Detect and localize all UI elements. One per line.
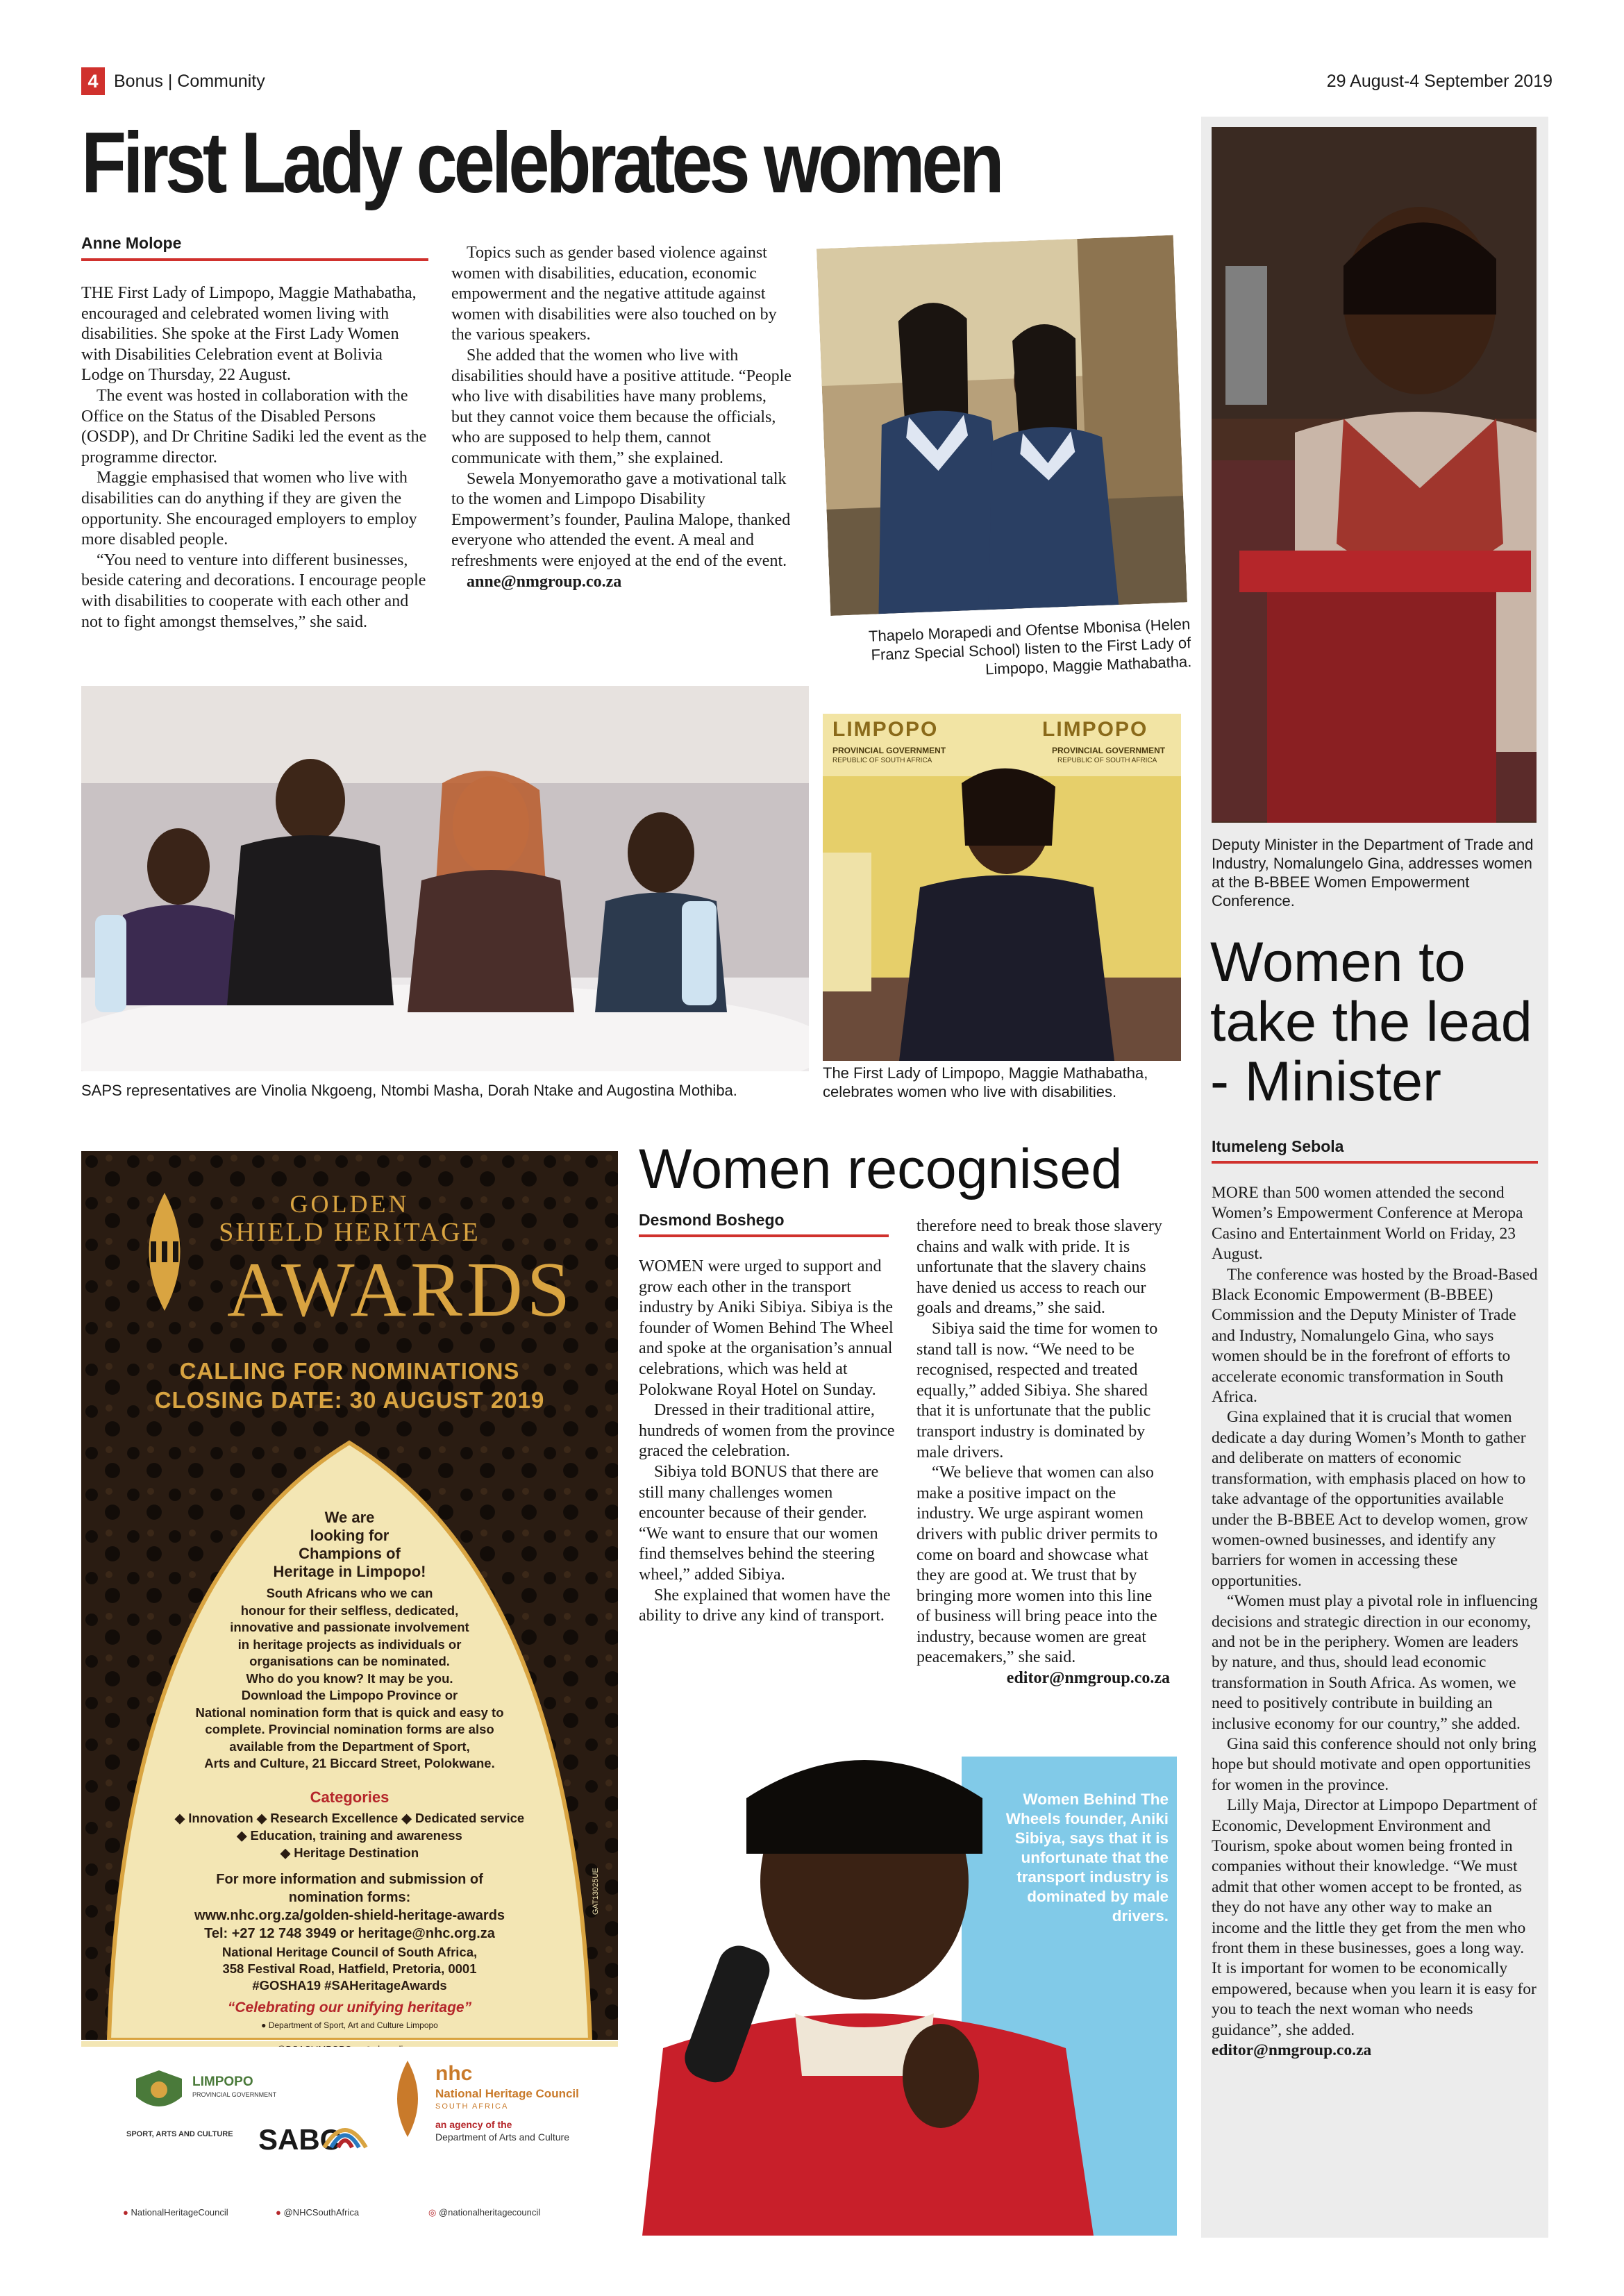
author-email: editor@nmgroup.co.za bbox=[1212, 2041, 1372, 2060]
byline-rule bbox=[639, 1234, 889, 1237]
ad-heritage-limpopo: Heritage in Limpopo! bbox=[273, 1563, 426, 1580]
ad-nhc: nhc bbox=[435, 2062, 473, 2085]
schoolgirls-photo-frame bbox=[814, 233, 1203, 691]
caption-first-lady: The First Lady of Limpopo, Maggie Mathabatha, celebrates women who live with disabilities. bbox=[823, 1064, 1148, 1100]
deputy-minister-photo bbox=[1212, 127, 1537, 823]
paragraph: “Women must play a pivotal role in influencing decisions and strategic direction in our economy, and not be in the periphery. Women are leaders by nature, and thus, should lead economic transformation in South Africa. As women, we need to positively contribute in building an inclusive economy for our country,” she added. bbox=[1212, 1592, 1538, 1733]
ad-dept-social: Department of Sport, Art and Culture Limpopo bbox=[268, 2020, 438, 2030]
lead-headline-line2: take the lead bbox=[1210, 991, 1532, 1053]
ad-calling: CALLING FOR NOMINATIONS bbox=[179, 1358, 520, 1384]
sabc-arc-icon bbox=[321, 2109, 369, 2151]
ad-champions: Champions of bbox=[299, 1545, 401, 1562]
ad-body-line: complete. Provincial nomination forms are also bbox=[205, 1722, 494, 1736]
ad-social-2: @NHCSouthAfrica bbox=[283, 2207, 360, 2218]
lead-article-body bbox=[1212, 1183, 1538, 2061]
lead-headline-line3: - Minister bbox=[1210, 1050, 1442, 1113]
ad-social-twitter bbox=[276, 2197, 359, 2229]
lead-headline-line1: Women to bbox=[1210, 931, 1466, 994]
paragraph: The event was hosted in collaboration with the Office on the Status of the Disabled Persons (OSDP), and Dr Chritine Sadiki led the event as the programme director. bbox=[81, 386, 427, 467]
byline-rule bbox=[1212, 1161, 1538, 1164]
paragraph: Maggie emphasised that women who live with disabilities can do anything if they are given the opportunity. She encouraged employers to employ more disabled people. bbox=[81, 469, 417, 549]
ad-body-line: Download the Limpopo Province or bbox=[241, 1688, 458, 1702]
ad-category-line: ◆ Heritage Destination bbox=[280, 1845, 419, 1860]
paragraph: therefore need to break those slavery chains and walk with pride. It is unfortunate that the slavery chains have denied us access to reach our goals and dreams,” she said. bbox=[916, 1217, 1162, 1318]
ad-dept-social-row bbox=[81, 2020, 618, 2030]
ad-slogan: “Celebrating our unifying heritage” bbox=[227, 2000, 472, 2016]
saps-photo bbox=[81, 686, 809, 1071]
caption-saps: SAPS representatives are Vinolia Nkgoeng, Ntombi Masha, Dorah Ntake and Augostina Mothiba. bbox=[81, 1082, 737, 1099]
ad-body-line: honour for their selfless, dedicated, bbox=[240, 1602, 459, 1618]
ad-body-line: Who do you know? It may be you. bbox=[246, 1670, 453, 1686]
ad-body-line: South Africans who we can bbox=[266, 1586, 433, 1600]
sign-republic-left: REPUBLIC OF SOUTH AFRICA bbox=[832, 757, 932, 764]
page-number: 4 bbox=[81, 67, 105, 95]
ad-url[interactable]: www.nhc.org.za/golden-shield-heritage-awards bbox=[194, 1908, 505, 1923]
sign-provincial-right: PROVINCIAL GOVERNMENT bbox=[1052, 746, 1166, 755]
ad-body-line: organisations can be nominated. bbox=[249, 1654, 450, 1668]
author-email: anne@nmgroup.co.za bbox=[467, 572, 622, 591]
sign-provincial-left: PROVINCIAL GOVERNMENT bbox=[832, 746, 946, 755]
facebook-icon: ● bbox=[261, 2020, 267, 2030]
paragraph: Gina said this conference should not only bring hope but should motivate and open opportunities for women in the province. bbox=[1212, 1734, 1537, 1794]
ad-limpopo-logo: LIMPOPO bbox=[192, 2075, 253, 2089]
paragraph: WOMEN were urged to support and grow each other in the transport industry by Aniki Sibiya. Sibiya is the founder of Women Behind The Wheel and spoke at the organisation’s annual celebrations, which was held at Polokwane Royal Hotel on Sunday. bbox=[639, 1257, 894, 1399]
paragraph: She added that the women who live with disabilities should have a positive attitude. “People who live with disabilities have many problems, but they cannot voice them because the officials, who are supposed to help them, cannot communicate with them,” she explained. bbox=[451, 346, 792, 467]
ad-we-are: We are bbox=[324, 1509, 375, 1526]
sign-limpopo-right: LIMPOPO bbox=[1042, 718, 1148, 741]
nhc-shield-icon bbox=[387, 2061, 428, 2137]
main-headline: First Lady celebrates women bbox=[81, 115, 1001, 211]
ad-social-3: @nationalheritagecouncil bbox=[438, 2207, 541, 2218]
ad-nhc-sa: SOUTH AFRICA bbox=[435, 2102, 509, 2111]
ad-agency-2: Department of Arts and Culture bbox=[435, 2131, 569, 2143]
paragraph: “We believe that women can also make a positive impact on the industry. We urge aspirant women drivers with public driver permits to come on board and showcase what they are good at. We trust that by bringing more women into this line of business will bring peace into the industry, because women are great peacemakers,” she said. bbox=[916, 1464, 1158, 1667]
ad-address-line: National Heritage Council of South Africa, bbox=[221, 1945, 478, 1959]
caption-schoolgirls: Thapelo Morapedi and Ofentse Mbonisa (Helen Franz Special School) listen to the First Lady of Limpopo, Maggie Mathabatha. bbox=[868, 615, 1192, 678]
ad-address-line: 358 Festival Road, Hatfield, Pretoria, 0001 bbox=[222, 1961, 477, 1976]
ad-we-are-block bbox=[81, 1509, 618, 1581]
sign-republic-right: REPUBLIC OF SOUTH AFRICA bbox=[1057, 757, 1157, 764]
paragraph: Dressed in their traditional attire, hundreds of women from the province graced the celebration. bbox=[639, 1401, 895, 1461]
ad-looking-for: looking for bbox=[310, 1527, 390, 1544]
paragraph: Sibiya said the time for women to stand tall is now. “We need to be recognised, respected and treated equally,” added Sibiya. She shared that it is unfortunate that the public transport industry is dominated by male drivers. bbox=[916, 1319, 1158, 1461]
ad-body-line: National nomination form that is quick and easy to bbox=[195, 1704, 504, 1720]
paragraph: Sibiya told BONUS that there are still many challenges women encounter because of their gender. “We want to ensure that our women find themselves behind the steering wheel,” added Sibiya. bbox=[639, 1462, 879, 1584]
paragraph: Gina explained that it is crucial that women dedicate a day during Women’s Month to gather and deliberate on matters of economic transformation, with emphasis placed on how to take advantage of the opportunities available under the B-BBEE Act to develop women, grow women-owned businesses, and identify any barriers for women in accessing these opportunities. bbox=[1212, 1408, 1528, 1590]
byline-rule bbox=[81, 258, 428, 261]
byline-itumeleng: Itumeleng Sebola bbox=[1212, 1137, 1344, 1155]
ad-social-instagram bbox=[428, 2197, 540, 2229]
ad-limpopo-sub: PROVINCIAL GOVERNMENT bbox=[192, 2091, 277, 2098]
recognised-col1 bbox=[639, 1257, 896, 1627]
ad-category-line: ◆ Innovation ◆ Research Excellence ◆ Dedicated service bbox=[174, 1811, 525, 1825]
paragraph: THE First Lady of Limpopo, Maggie Mathabatha, encouraged and celebrated women living with disabilities. She spoke at the First Lady Women with Disabilities Celebration event at Bolivia Lodge on Thursday, 22 August. bbox=[81, 284, 417, 385]
ad-category-line: ◆ Education, training and awareness bbox=[237, 1828, 462, 1843]
paragraph: MORE than 500 women attended the second Women’s Empowerment Conference at Meropa Casino and Entertainment World on Friday, 23 August. bbox=[1212, 1184, 1523, 1264]
instagram-icon: ◎ bbox=[428, 2207, 437, 2218]
recognised-col2 bbox=[916, 1216, 1170, 1689]
ad-social-1: NationalHeritageCouncil bbox=[131, 2207, 228, 2218]
ad-nhc-full: National Heritage Council bbox=[435, 2087, 579, 2100]
ad-body bbox=[81, 1585, 618, 1773]
ad-awards: AWARDS bbox=[227, 1247, 574, 1333]
byline-anne: Anne Molope bbox=[81, 234, 182, 252]
ad-body-line: innovative and passionate involvement bbox=[230, 1620, 469, 1634]
golden-shield-ad bbox=[81, 1151, 618, 2040]
ad-more-info bbox=[81, 1870, 618, 1943]
ad-body-line: in heritage projects as individuals or bbox=[237, 1636, 462, 1652]
sabc-logo: SABC bbox=[258, 2123, 342, 2156]
recognised-headline: Women recognised bbox=[639, 1138, 1123, 1200]
ad-more-info-line: nomination forms: bbox=[288, 1890, 411, 1905]
ad-golden: GOLDEN bbox=[290, 1190, 410, 1218]
ad-social-facebook bbox=[123, 2197, 228, 2229]
main-article-col2 bbox=[451, 243, 792, 592]
paragraph: Lilly Maja, Director at Limpopo Department of Economic, Development Environment and Tourism, spoke about women being fronted in companies without their knowledge. “We must admit that other women accept to be fronted, as they do not have any other way to make an income and the little they get from the men who front them in these businesses, goes a long way. It is important for women to be economically empowered, because when you learn it is easy for you to teach the next woman who needs guidance”, she added. bbox=[1212, 1796, 1538, 2039]
first-lady-photo bbox=[823, 714, 1181, 1061]
ad-agency-1: an agency of the bbox=[435, 2119, 512, 2130]
byline-desmond: Desmond Boshego bbox=[639, 1211, 785, 1229]
section-label: Bonus | Community bbox=[114, 72, 265, 91]
twitter-icon: ● bbox=[276, 2207, 281, 2218]
author-email: editor@nmgroup.co.za bbox=[1006, 1669, 1170, 1688]
ad-shield-heritage: SHIELD HERITAGE bbox=[219, 1218, 480, 1247]
ad-categories-title: Categories bbox=[310, 1788, 390, 1806]
ad-dept-logo: SPORT, ARTS AND CULTURE bbox=[126, 2130, 233, 2138]
paragraph: Topics such as gender based violence against women with disabilities, education, economic empowerment and the negative attitude against women with disabilities were also touched on by the various speakers. bbox=[451, 244, 777, 344]
caption-deputy-minister: Deputy Minister in the Department of Trade and Industry, Nomalungelo Gina, addresses women at the B-BBEE Women Empowerment Conference. bbox=[1212, 836, 1534, 910]
ad-ref-code: GAT13025UE bbox=[592, 1868, 600, 1915]
schoolgirls-photo bbox=[814, 233, 1189, 619]
paragraph: “You need to venture into different businesses, beside catering and decorations. I encourage people with disabilities to cooperate with each other and not to fight amongst themselves,” she said. bbox=[81, 551, 426, 631]
ad-social-row bbox=[81, 2197, 618, 2229]
paragraph: The conference was hosted by the Broad-Based Black Economic Empowerment (B-BBEE) Commission and the Deputy Minister of Trade and Industry, Nomalungelo Gina, who says women should be in the forefront of efforts to accelerate economic transformation in South Africa. bbox=[1212, 1265, 1538, 1407]
limpopo-crest-icon bbox=[126, 2068, 192, 2116]
ad-tel: Tel: +27 12 748 3949 or heritage@nhc.org.za bbox=[204, 1926, 495, 1941]
ad-closing-date: CLOSING DATE: 30 AUGUST 2019 bbox=[154, 1387, 545, 1413]
sign-limpopo-left: LIMPOPO bbox=[832, 718, 939, 741]
ad-categories bbox=[81, 1809, 618, 1861]
ad-logo-strip bbox=[81, 2047, 618, 2193]
ad-body-line: Arts and Culture, 21 Biccard Street, Polokwane. bbox=[204, 1756, 495, 1770]
main-article-col1 bbox=[81, 283, 428, 632]
ad-more-info-line: For more information and submission of bbox=[216, 1872, 483, 1887]
caption-sibiya: Women Behind The Wheels founder, Aniki Sibiya, says that it is unfortunate that the transport industry is dominated by male drivers. bbox=[1005, 1791, 1169, 1925]
paragraph: She explained that women have the ability to drive any kind of transport. bbox=[639, 1586, 891, 1625]
paragraph: Sewela Monyemoratho gave a motivational talk to the women and Limpopo Disability Empowerment’s founder, Paulina Malope, thanked everyone who attended the event. A meal and refreshments were enjoyed at the end of the event. bbox=[451, 469, 791, 570]
facebook-icon: ● bbox=[123, 2207, 128, 2218]
ad-hashtags: #GOSHA19 #SAHeritageAwards bbox=[252, 1978, 447, 1993]
ad-body-line: available from the Department of Sport, bbox=[229, 1738, 470, 1754]
ad-address bbox=[81, 1944, 618, 1994]
issue-date: 29 August-4 September 2019 bbox=[1326, 72, 1552, 91]
